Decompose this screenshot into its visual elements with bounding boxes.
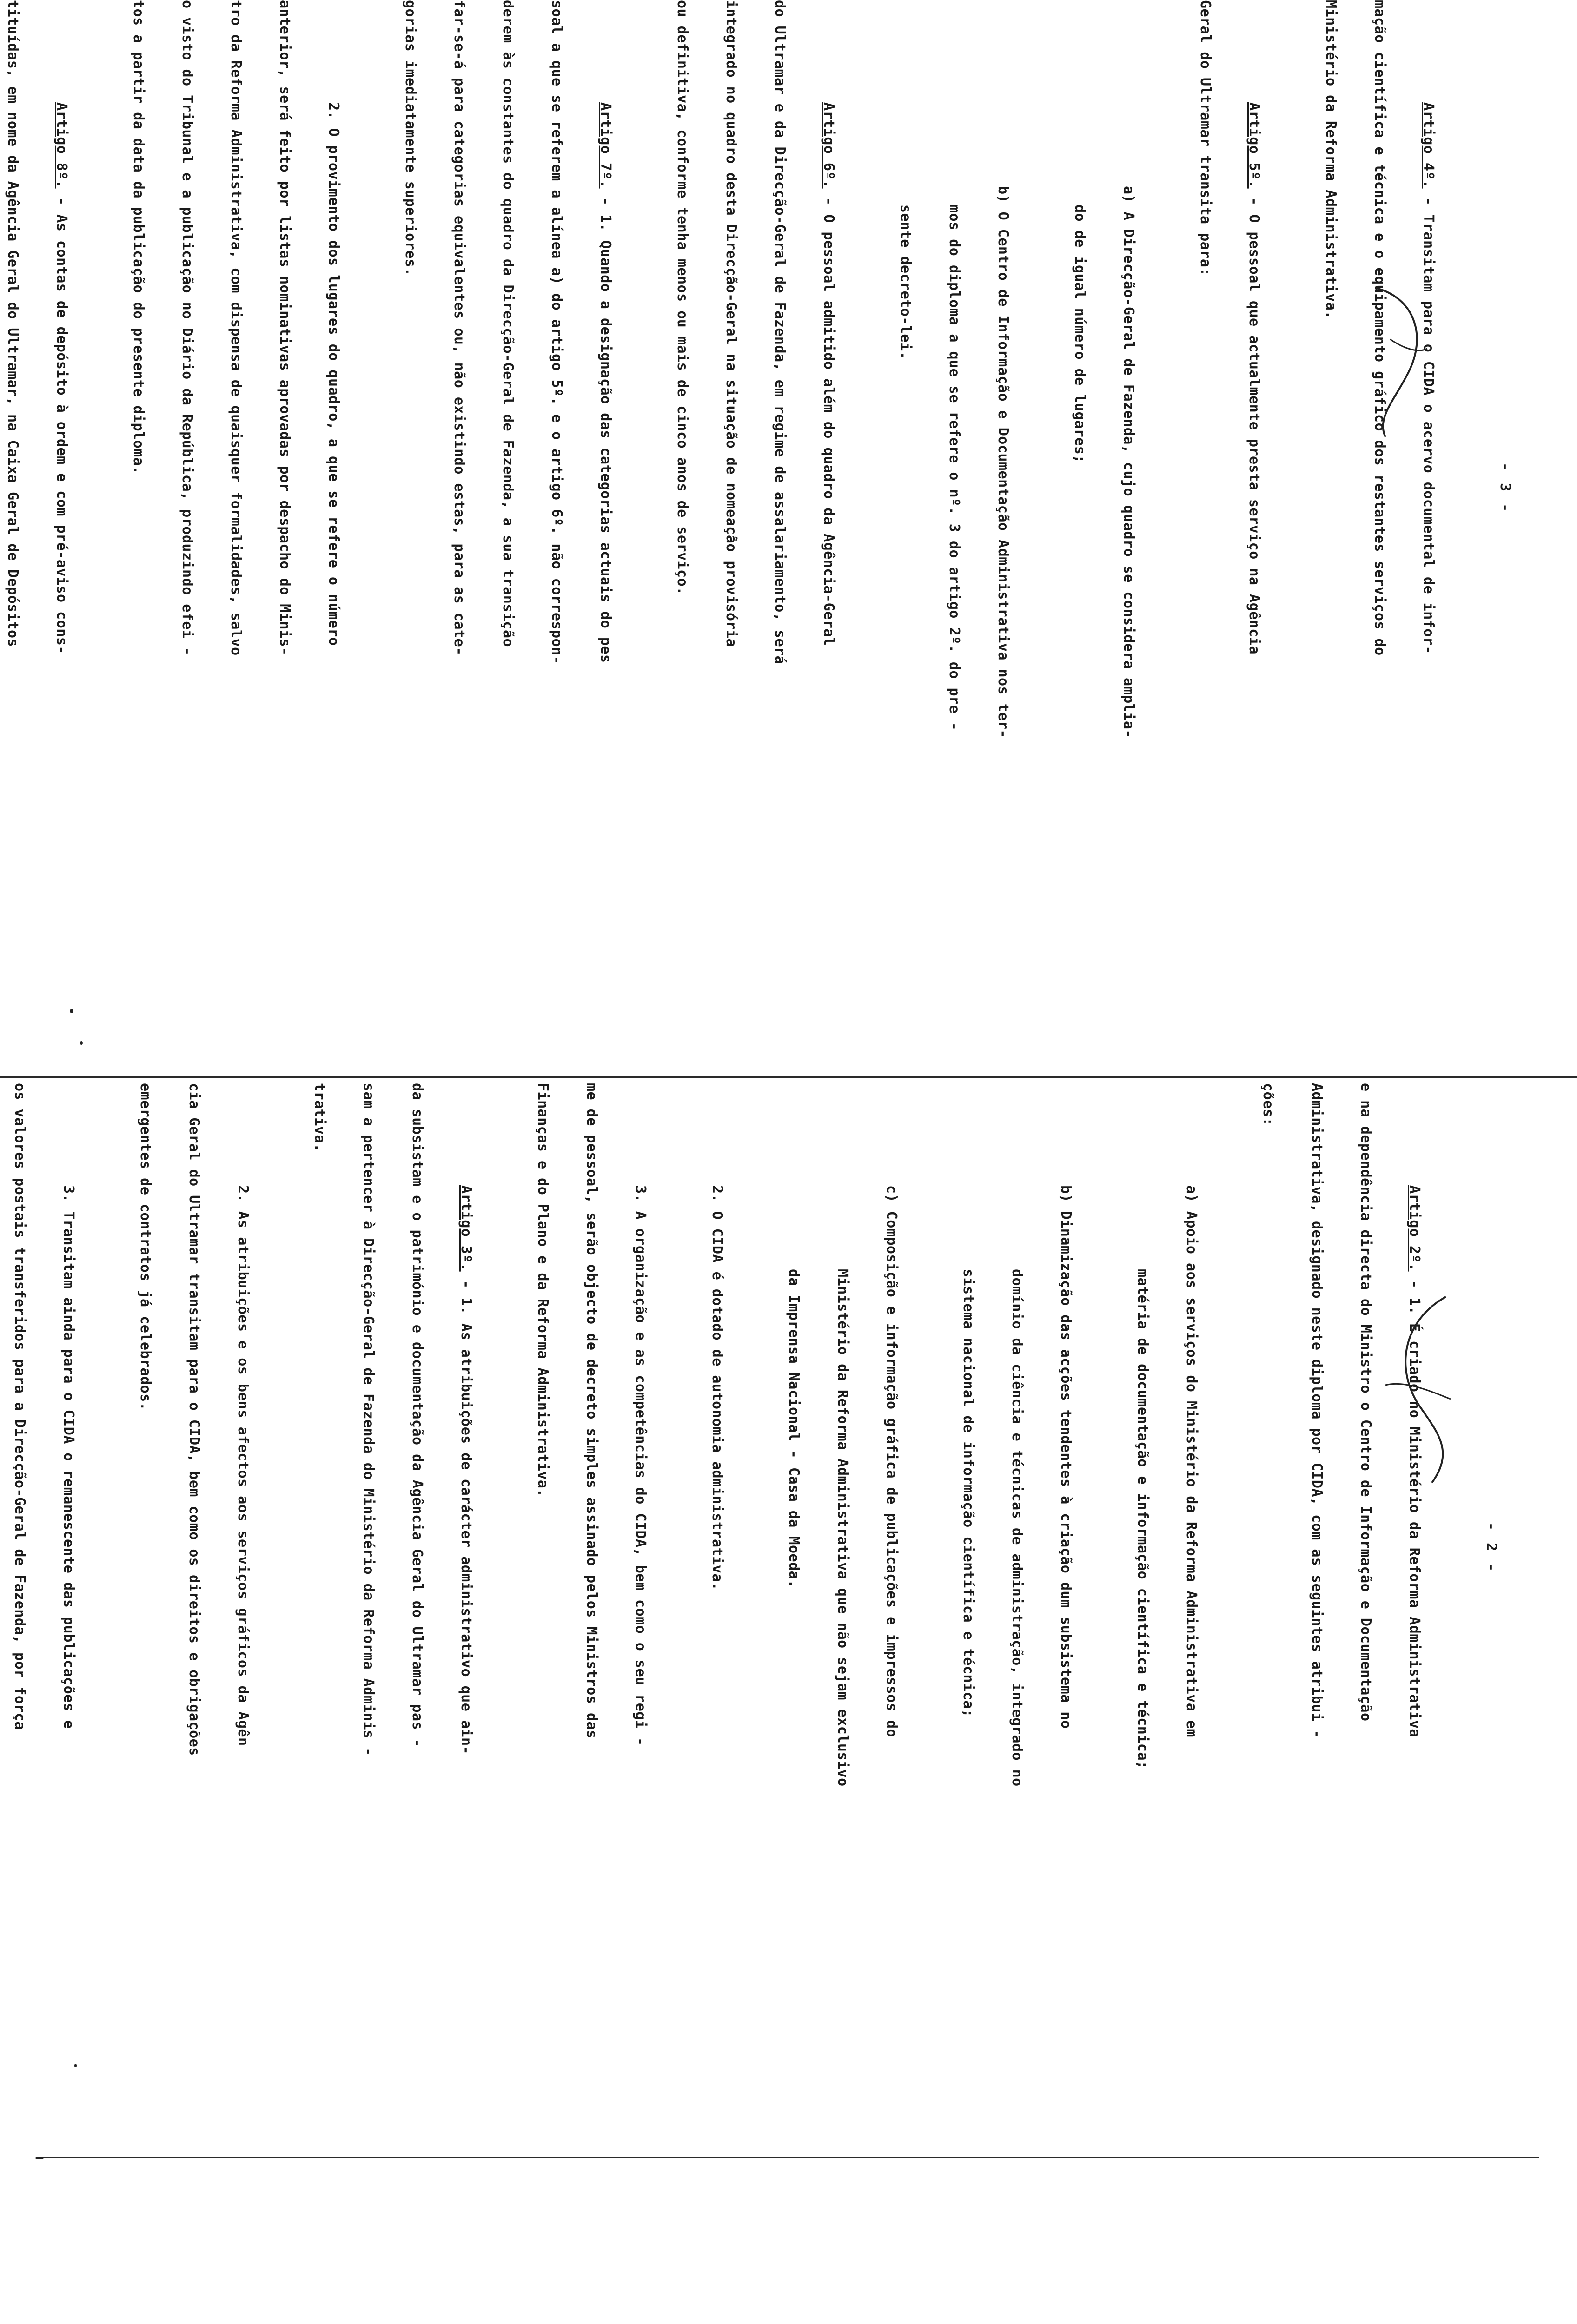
- text-line: [532, 0, 581, 976]
- text-line: [170, 1083, 219, 2013]
- text-line: [0, 0, 37, 976]
- line-text: anterior, será feito por listas nominativas aprovadas por despacho do Minis-: [277, 0, 293, 656]
- line-text: 2. O CIDA é dotado de autonomia administrativa.: [709, 1185, 725, 1591]
- line-text: 3. Transitam ainda para o CIDA o remanescente das publicações e: [60, 1185, 77, 1729]
- line-text: 3. A organização e as competências do CIDA, bem como o seu regi -: [632, 1185, 649, 1746]
- paragraph-gap: [490, 1083, 518, 2013]
- paragraph-gap: [93, 1083, 121, 2013]
- article-heading: Artigo 7º.: [597, 102, 614, 189]
- text-line: [1118, 1083, 1167, 2013]
- page-2-text: [0, 1083, 1516, 2013]
- line-text: - 1. É criado no Ministério da Reforma Administrativa: [1406, 1271, 1423, 1737]
- line-text: tituídas, em nome da Agência Geral do Ultramar, na Caixa Geral de Depósitos: [5, 0, 21, 647]
- paragraph-gap: [358, 0, 386, 976]
- line-text: sente decreto-lei.: [897, 205, 914, 360]
- line-text: gorias imediatamente superiores.: [402, 0, 418, 276]
- page-2: [0, 1083, 1577, 2152]
- paragraph-gap: [1216, 1083, 1244, 2013]
- line-text: a) A Direcção-Geral de Fazenda, cujo quadro se considera amplia-: [1120, 186, 1137, 738]
- line-text: Finanças e do Plano e da Reforma Administrativa.: [535, 1083, 551, 1497]
- line-text: soal a que se referem a alínea a) do artigo 5º. e o artigo 6º. não correspon-: [549, 0, 565, 665]
- text-line: [212, 0, 260, 976]
- line-text: derem às constantes do quadro da Direcção-Geral de Fazenda, a sua transição: [500, 0, 516, 647]
- line-text: o visto do Tribunal e a publicação no Diário da República, produzindo efei -: [179, 0, 195, 656]
- text-line: [1041, 1083, 1090, 2013]
- line-text: do de igual número de lugares;: [1072, 205, 1088, 463]
- text-line: [1055, 0, 1104, 976]
- text-line: [0, 1083, 44, 2013]
- line-text: Ministério da Reforma Administrativa que não sejam exclusivo: [835, 1269, 851, 1787]
- text-line: [804, 0, 853, 976]
- text-line: [707, 0, 755, 976]
- text-line: [442, 1083, 490, 2013]
- text-line: [1181, 0, 1230, 976]
- text-line: [1104, 0, 1153, 976]
- line-text: b) Dinamização das acções tendentes à criação dum subsistema no: [1058, 1185, 1074, 1729]
- page-number: - 3 -: [1497, 462, 1513, 514]
- text-line: [1167, 1083, 1216, 2013]
- handwritten-signature-mark: [1358, 279, 1441, 446]
- text-line: [616, 1083, 665, 2013]
- text-line: [581, 0, 630, 976]
- text-line: [114, 0, 163, 976]
- text-line: [435, 0, 484, 976]
- line-text: mação científica e técnica e o equipamento gráfico dos restantes serviços do: [1372, 0, 1388, 656]
- scan-speck: [35, 2157, 44, 2159]
- line-text: cia Geral do Ultramar transitam para o CIDA, bem como os direitos e obrigações: [186, 1083, 202, 1756]
- line-text: da subsistam e o património e documentação da Agência Geral do Ultramar pas -: [409, 1083, 425, 1748]
- article-heading: Artigo 3º.: [458, 1185, 474, 1272]
- line-text: Administrativa, designado neste diploma por CIDA, com as seguintes atribui -: [1309, 1083, 1325, 1739]
- text-line: [1292, 1083, 1341, 2013]
- article-heading: Artigo 8º.: [53, 102, 70, 189]
- article-heading: Artigo 4º.: [1420, 102, 1437, 189]
- handwritten-signature-mark: [1376, 1292, 1469, 1487]
- text-line: [1230, 0, 1279, 976]
- paragraph-gap: [86, 0, 114, 976]
- text-line: [37, 0, 86, 976]
- line-text: domínio da ciência e técnicas de administração, integrado no: [1009, 1269, 1025, 1787]
- text-line: [1390, 1083, 1439, 2013]
- paragraph-gap: [665, 1083, 693, 2013]
- line-text: sam a pertencer à Direcção-Geral de Fazenda do Ministério da Reforma Adminis -: [360, 1083, 377, 1756]
- text-line: [1244, 1083, 1292, 2013]
- text-line: [769, 1083, 818, 2013]
- line-text: far-se-á para categorias equivalentes ou, não existindo estas, para as cate-: [451, 0, 467, 656]
- text-line: [993, 1083, 1041, 2013]
- text-line: [567, 1083, 616, 2013]
- text-line: [1306, 0, 1355, 976]
- text-line: [163, 0, 212, 976]
- text-line: [1355, 0, 1404, 976]
- line-text: da Imprensa Nacional - Casa da Moeda.: [786, 1269, 802, 1588]
- page-3-text: [0, 0, 1530, 976]
- paragraph-gap: [1153, 0, 1181, 976]
- paragraph-gap: [853, 0, 881, 976]
- article-heading: Artigo 5º.: [1246, 102, 1262, 189]
- page-number: - 2 -: [1483, 1522, 1499, 1574]
- text-line: [260, 0, 309, 976]
- page-separator-upper: [0, 1076, 1577, 1078]
- line-text: os valores postais transferidos para a Direcção-Geral de Fazenda, por força: [12, 1083, 28, 1730]
- line-text: matéria de documentação e informação científica e técnica;: [1134, 1269, 1151, 1769]
- text-line: [818, 1083, 867, 2013]
- text-line: [693, 1083, 742, 2013]
- line-text: - O pessoal que actualmente presta serviço na Agência: [1246, 188, 1262, 654]
- text-line: [658, 0, 707, 976]
- text-line: [867, 1083, 916, 2013]
- text-line: [121, 1083, 170, 2013]
- line-text: tos a partir da data da publicação do presente diploma.: [130, 0, 146, 475]
- line-text: integrado no quadro desta Direcção-Geral na situação de nomeação provisória: [723, 0, 739, 647]
- line-text: b) O Centro de Informação e Documentação Administrativa nos ter-: [995, 186, 1011, 738]
- line-text: mos do diploma a que se refere o nº. 3 do artigo 2º. do pre -: [946, 205, 962, 731]
- line-text: Geral do Ultramar transita para:: [1197, 0, 1213, 276]
- paragraph-gap: [630, 0, 658, 976]
- line-text: 2. As atribuições e os bens afectos aos serviços gráficos da Agên: [235, 1185, 251, 1746]
- line-text: ções:: [1260, 1083, 1276, 1126]
- line-text: - As contas de depósito à ordem e com pré-aviso cons-: [53, 188, 70, 654]
- page-separator-lower: [37, 2157, 1539, 2158]
- line-text: - 1. Quando a designação das categorias actuais do pes: [597, 188, 614, 663]
- paragraph-gap: [916, 1083, 944, 2013]
- line-text: e na dependência directa do Ministro o Centro de Informação e Documentação: [1358, 1083, 1374, 1722]
- line-text: c) Composição e informação gráfica de publicações e impressos do: [883, 1185, 900, 1737]
- paragraph-gap: [1027, 0, 1055, 976]
- text-line: [755, 0, 804, 976]
- article-heading: Artigo 2º.: [1406, 1185, 1423, 1272]
- text-line: [484, 0, 532, 976]
- text-line: [979, 0, 1027, 976]
- paragraph-gap: [1090, 1083, 1118, 2013]
- text-line: [219, 1083, 267, 2013]
- line-text: - 1. As atribuições de carácter administrativo que ain-: [458, 1271, 474, 1755]
- line-text: do Ultramar e da Direcção-Geral de Fazenda, em regime de assalariamento, será: [772, 0, 788, 665]
- paragraph-gap: [267, 1083, 295, 2013]
- text-line: [1341, 1083, 1390, 2013]
- line-text: ou definitiva, conforme tenha menos ou mais de cinco anos de serviço.: [674, 0, 690, 595]
- text-line: [309, 0, 358, 976]
- text-line: [344, 1083, 393, 2013]
- text-line: [393, 1083, 442, 2013]
- line-text: 2. O provimento dos lugares do quadro, a que se refere o número: [325, 102, 342, 646]
- line-text: - O pessoal admitido além do quadro da Agência-Geral: [821, 188, 837, 646]
- text-line: [295, 1083, 344, 2013]
- text-line: [518, 1083, 567, 2013]
- text-line: [44, 1083, 93, 2013]
- text-line: [386, 0, 435, 976]
- line-text: emergentes de contratos já celebrados.: [137, 1083, 153, 1411]
- article-heading: Artigo 6º.: [821, 102, 837, 189]
- page-3: [0, 0, 1577, 1069]
- line-text: a) Apoio aos serviços do Ministério da Reforma Administrativa em: [1183, 1185, 1199, 1737]
- text-line: [944, 1083, 993, 2013]
- line-text: trativa.: [311, 1083, 328, 1152]
- line-text: - Transitam para o CIDA o acervo documental de infor-: [1420, 188, 1437, 654]
- text-line: [1404, 0, 1453, 976]
- line-text: me de pessoal, serão objecto de decreto simples assinado pelos Ministros das: [583, 1083, 600, 1739]
- line-text: tro da Reforma Administrativa, com dispensa de quaisquer formalidades, salvo: [228, 0, 244, 656]
- text-line: [930, 0, 979, 976]
- paragraph-gap: [742, 1083, 769, 2013]
- text-line: [881, 0, 930, 976]
- line-text: Ministério da Reforma Administrativa.: [1323, 0, 1339, 319]
- paragraph-gap: [1279, 0, 1306, 976]
- line-text: sistema nacional de informação científica e técnica;: [960, 1269, 976, 1718]
